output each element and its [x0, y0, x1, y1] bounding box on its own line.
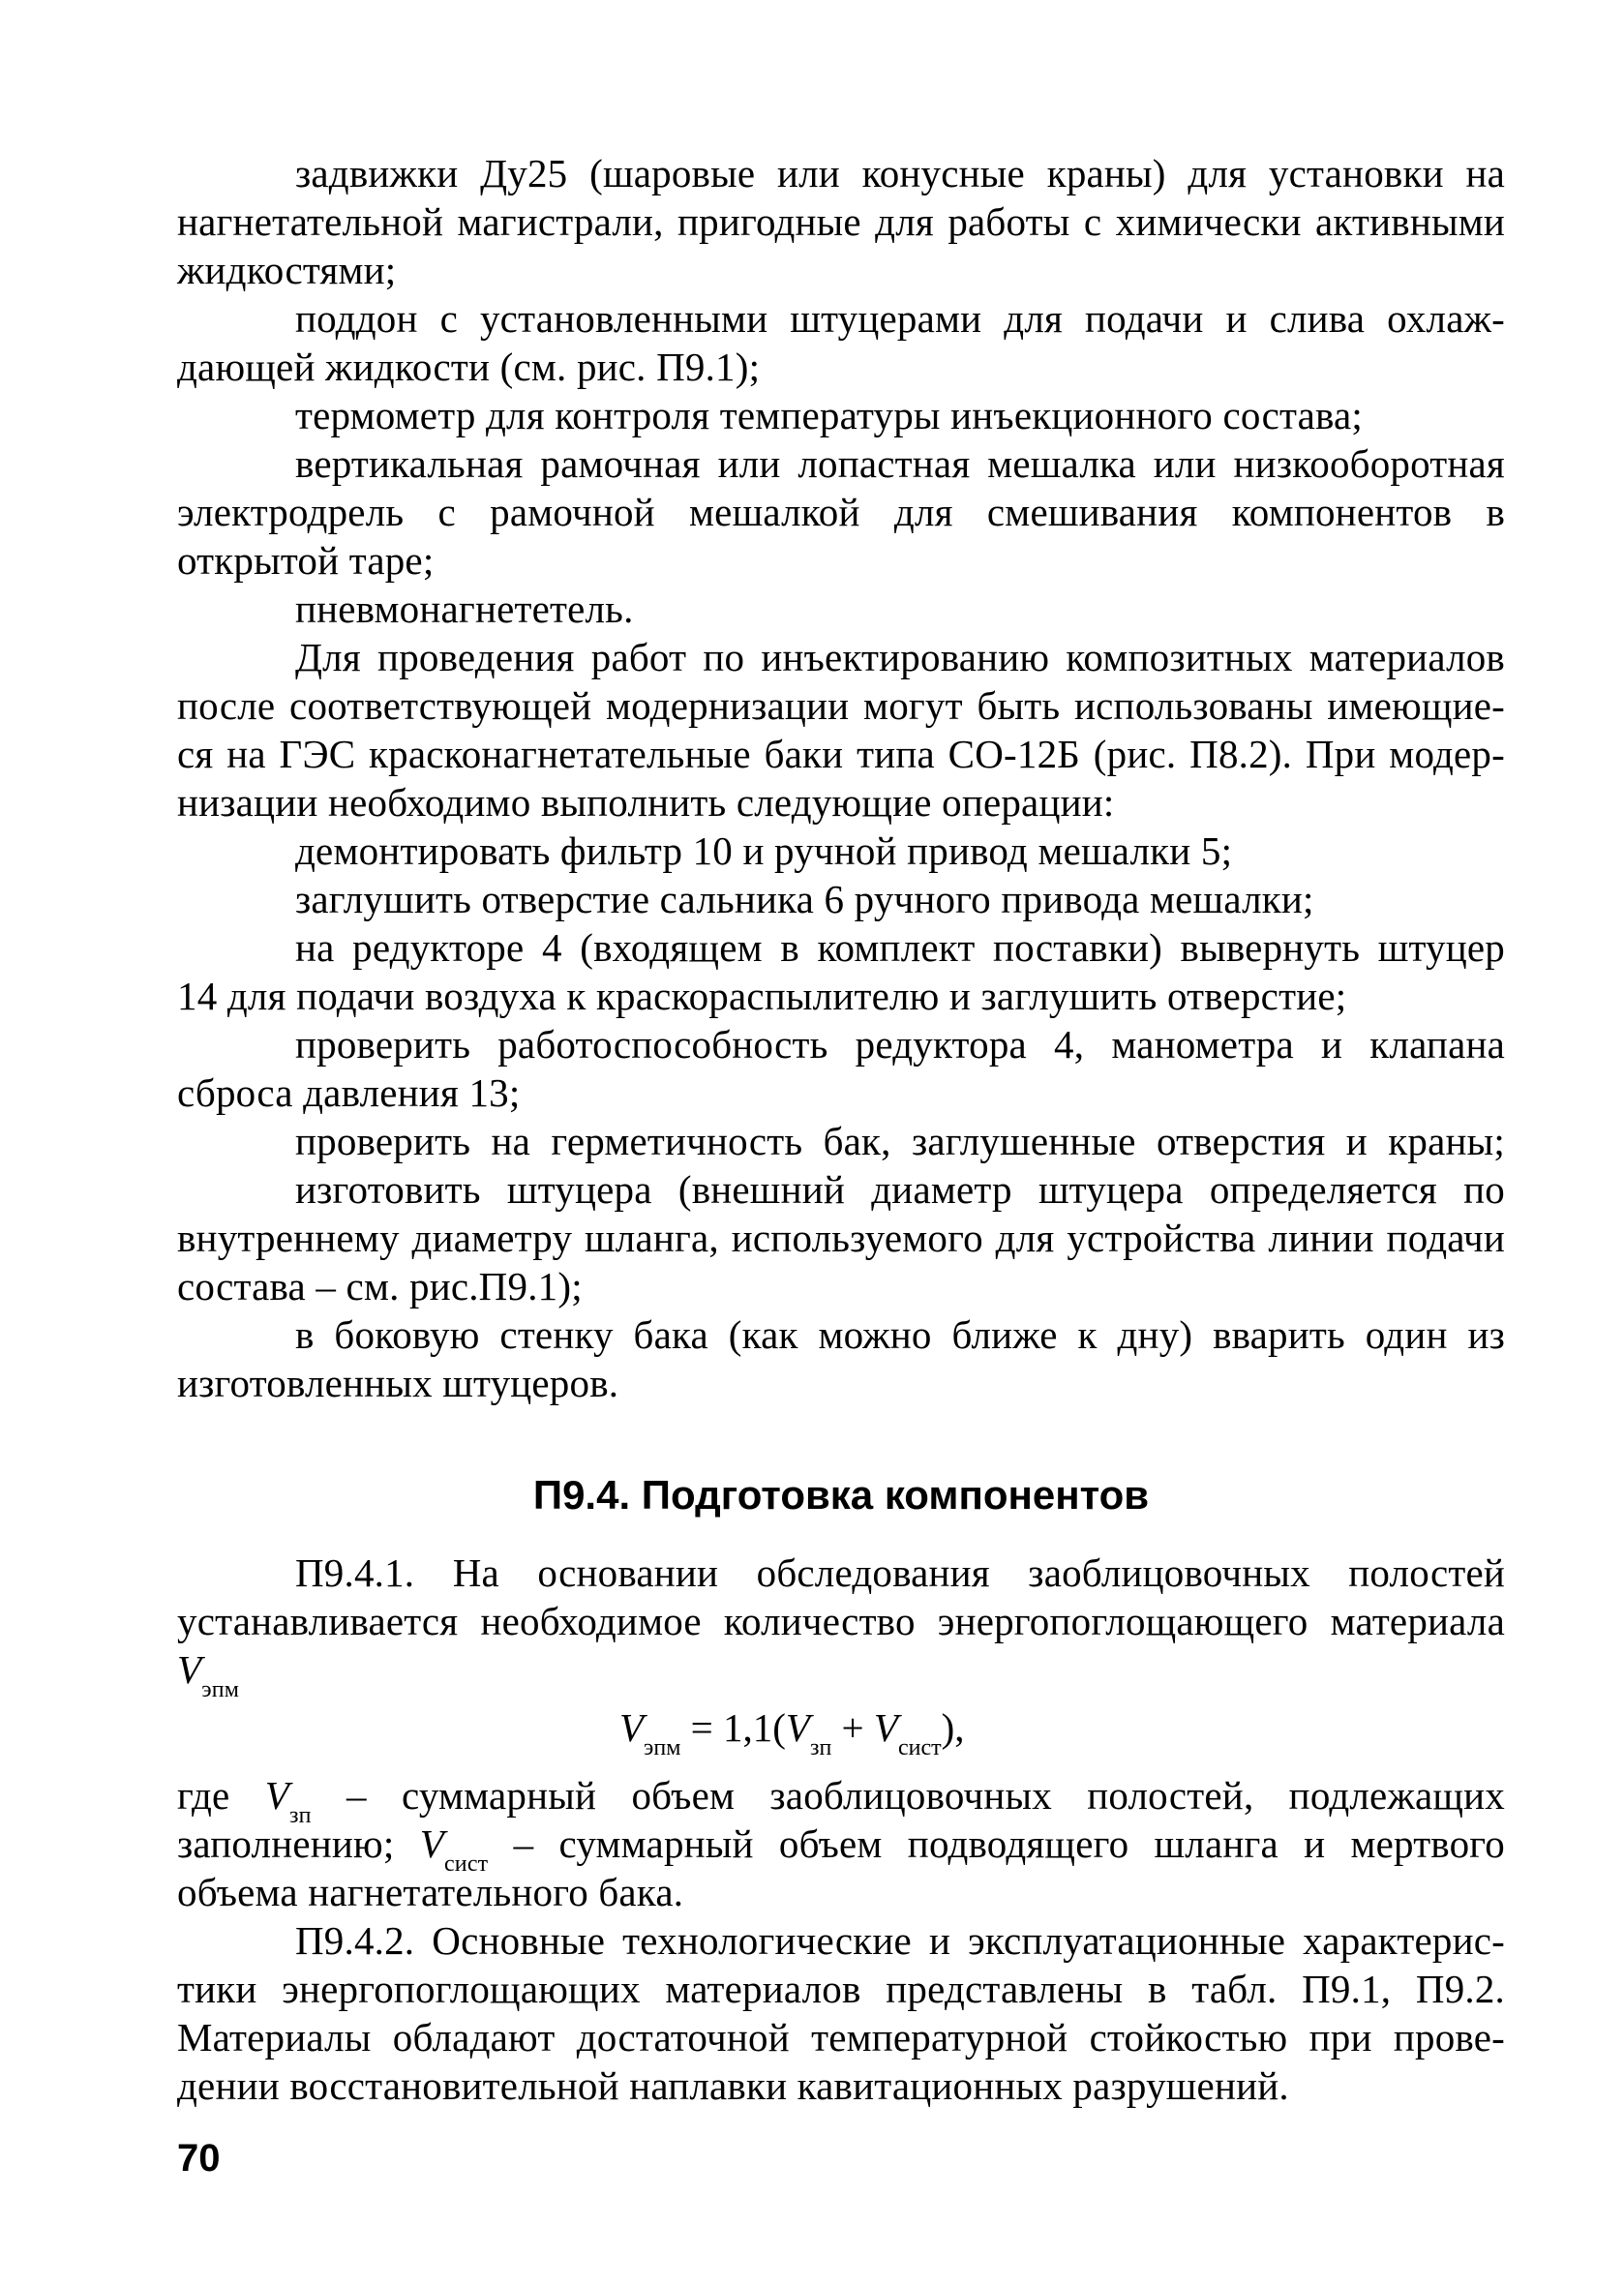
paragraph-line: П9.4.2. Основные технологические и эксплуатационные характерис-	[295, 1918, 1505, 1963]
text-line: задвижки Ду25 (шаровые или конусные краны) для установки на	[295, 151, 1505, 196]
where-variable: V	[264, 1773, 289, 1818]
text-line: ся на ГЭС красконагнетательные баки типа СО-12Б (рис. П8.2). При модер-	[177, 732, 1505, 776]
where-line	[177, 1820, 1505, 1875]
paragraph-line: дении восстановительной наплавки кавитационных разрушений.	[177, 2063, 1289, 2108]
where-line	[177, 1771, 1505, 1826]
text-line: 14 для подачи воздуха к краскораспылителю и заглушить отверстие;	[177, 974, 1347, 1018]
formula-lhs-subscript: эпм	[644, 1735, 681, 1760]
variable-symbol: V	[177, 1647, 202, 1692]
section-heading: П9.4. Подготовка компонентов	[532, 1472, 1150, 1518]
text-line: изготовить штуцера (внешний диаметр штуцера определяется по	[295, 1167, 1505, 1212]
text-line: заглушить отверстие сальника 6 ручного привода мешалки;	[295, 877, 1314, 921]
where-subscript: сист	[443, 1851, 489, 1877]
text-line: внутреннему диаметру шланга, используемого для устройства линии подачи	[177, 1216, 1505, 1260]
formula-equals: = 1,1(	[680, 1705, 786, 1750]
formula-close: ),	[941, 1705, 965, 1750]
text-line: поддон с установленными штуцерами для подачи и слива охлаж-	[295, 296, 1505, 341]
page-number: 70	[177, 2137, 221, 2180]
text-line: открытой таре;	[177, 538, 435, 583]
text-line: электродрель с рамочной мешалкой для смешивания компонентов в	[177, 490, 1505, 534]
text-line: нагнетательной магистрали, пригодные для работы с химически активными	[177, 199, 1505, 244]
text-line: изготовленных штуцеров.	[177, 1361, 619, 1405]
text-line: термометр для контроля температуры инъекционного состава;	[295, 393, 1363, 437]
where-subscript: зп	[288, 1803, 312, 1828]
text-line: вертикальная рамочная или лопастная мешалка или низкооборотная	[295, 441, 1505, 486]
formula	[619, 1703, 965, 1759]
paragraph-line: П9.4.1. На основании обследования заоблицовочных полостей	[295, 1550, 1505, 1595]
where-line: объема нагнетательного бака.	[177, 1870, 684, 1914]
formula-term-b: V	[873, 1705, 898, 1750]
formula-term-b-subscript: сист	[897, 1735, 942, 1760]
text-line: после соответствующей модернизации могут быть использованы имеющие-	[177, 683, 1505, 728]
where-text: – суммарный объем заоблицовочных полостей, подлежащих	[311, 1773, 1505, 1818]
text-line: сброса давления 13;	[177, 1070, 521, 1115]
text-line: дающей жидкости (см. рис. П9.1);	[177, 345, 761, 389]
text-line: низации необходимо выполнить следующие операции:	[177, 780, 1115, 825]
text-line: в боковую стенку бака (как можно ближе к дну) вварить один из	[295, 1312, 1505, 1357]
paragraph-line: Материалы обладают достаточной температурной стойкостью при прове-	[177, 2015, 1505, 2060]
text-line: демонтировать фильтр 10 и ручной привод мешалки 5;	[295, 828, 1233, 873]
formula-lhs: V	[619, 1705, 645, 1750]
formula-plus: +	[831, 1705, 874, 1750]
text-line: на редукторе 4 (входящем в комплект поставки) вывернуть штуцер	[295, 925, 1505, 970]
where-variable: V	[419, 1821, 444, 1866]
text-line: состава – см. рис.П9.1);	[177, 1264, 583, 1308]
where-text: – суммарный объем подводящего шланга и мертвого	[488, 1821, 1505, 1866]
formula-term-a-subscript: зп	[809, 1735, 832, 1760]
paragraph-line: устанавливается необходимое количество энергопоглощающего материала	[177, 1599, 1505, 1643]
where-word: где	[177, 1773, 265, 1818]
text-line: проверить работоспособность редуктора 4, манометра и клапана	[295, 1022, 1505, 1067]
variable-subscript: эпм	[201, 1677, 240, 1702]
formula-term-a: V	[785, 1705, 810, 1750]
text-line: жидкостями;	[177, 248, 397, 292]
text-line: Для проведения работ по инъектированию композитных материалов	[295, 635, 1505, 679]
where-word: заполнению;	[177, 1821, 420, 1866]
text-line: пневмонагнететель.	[295, 587, 634, 631]
paragraph-line: тики энергопоглощающих материалов представлены в табл. П9.1, П9.2.	[177, 1967, 1505, 2011]
text-line: проверить на герметичность бак, заглушенные отверстия и краны;	[295, 1119, 1505, 1163]
variable-line	[177, 1645, 239, 1700]
